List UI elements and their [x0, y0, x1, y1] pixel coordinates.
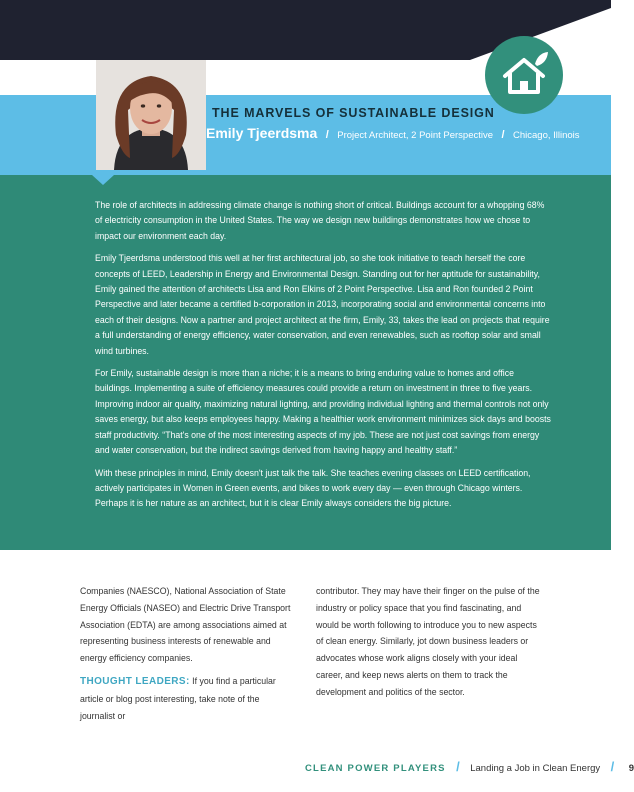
- house-leaf-icon: [485, 36, 563, 114]
- feature-paragraph: Emily Tjeerdsma understood this well at her first architectural job, so she took initiative to teach herself the core concepts of LEED, Leadership in Energy and Environmental Design. Standing out for her aptitude for sustainability, Emily gained the attention of architects Lisa and Ron Elkins of 2 Point Perspective. Lisa and Ron founded 2 Point Perspective and later became a certified b-corporation in 2013, incorporating social and environmental concerns into each of their designs. Now a partner and project architect at the firm, Emily, 33, takes the lead on projects that require a full understanding of energy efficiency, water conservation, and even renewables, such as rooftop solar and small wind turbines.: [95, 253, 550, 356]
- author-role: Project Architect, 2 Point Perspective: [337, 130, 494, 141]
- left-column: [80, 583, 292, 730]
- right-column: [316, 583, 542, 707]
- thought-leaders-label: THOUGHT LEADERS:: [80, 675, 190, 687]
- feature-paragraph: The role of architects in addressing climate change is nothing short of critical. Buildings account for a whopping 68% of electricity consumption in the United States. The way we design new buildings demonstrates how we chose to impact our environment each day.: [95, 200, 545, 241]
- byline-separator: /: [325, 129, 329, 141]
- contributor-paragraph: contributor. They may have their finger on the pulse of the industry or policy space that you find fascinating, and would be worth following to introduce you to new aspects of clean energy. Similarly, jot down business leaders or advocates whose work aligns closely with your ideal career, and keep news alerts on them to track the development and politics of the sector.: [316, 586, 540, 697]
- associations-paragraph: Companies (NAESCO), National Association of State Energy Officials (NASEO) and Electric Drive Transport Association (EDTA) are among associations aimed at representing business interests of renewable and energy efficiency companies.: [80, 586, 291, 664]
- footer-separator: /: [456, 759, 460, 774]
- header-notch: [92, 175, 114, 185]
- byline-separator-2: /: [501, 129, 505, 141]
- byline: [206, 125, 580, 143]
- feature-body: [95, 198, 552, 519]
- author-photo: [96, 60, 206, 170]
- page-number: 9: [628, 763, 634, 774]
- section-title: THE MARVELS OF SUSTAINABLE DESIGN: [212, 106, 495, 120]
- feature-paragraph: For Emily, sustainable design is more than a niche; it is a means to bring enduring value to homes and office buildings. Implementing a suite of efficiency measures could provide a return on investment in three to five years. Improving indoor air quality, maximizing natural lighting, and providing individual lighting and thermal controls not only saves energy, but also keeps employees happy. Making a healthier work environment minimizes sick days and boosts staff productivity. “That's one of the most interesting aspects of my job. These are not just cost savings from energy and water conservation, but the indirect savings derived from having happy and healthy staff.”: [95, 368, 551, 456]
- author-name: Emily Tjeerdsma: [206, 125, 318, 141]
- footer-separator-2: /: [610, 759, 615, 774]
- author-location: Chicago, Illinois: [513, 130, 580, 141]
- footer-doc-title: Landing a Job in Clean Energy: [470, 763, 601, 774]
- thought-leaders-text: If you find a particular article or blog post interesting, take note of the journalist or: [80, 675, 276, 721]
- page-footer: [305, 758, 634, 774]
- thought-leaders-paragraph: [80, 673, 292, 724]
- footer-brand: CLEAN POWER PLAYERS: [305, 763, 446, 774]
- feature-paragraph: With these principles in mind, Emily doesn't just talk the talk. She teaches evening classes on LEED certification, actively participates in Women in Green events, and bikes to work every day — even through Chicago winters. Perhaps it is her nature as an architect, but it is clear Emily always considers the big picture.: [95, 467, 531, 509]
